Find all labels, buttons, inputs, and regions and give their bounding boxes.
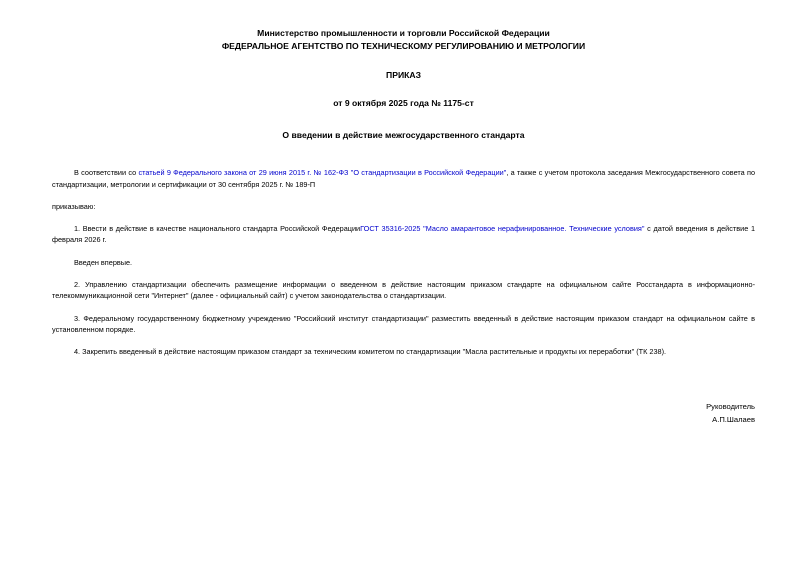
orders-word: приказываю: <box>52 201 96 211</box>
preamble-paragraph <box>52 167 755 190</box>
item-1-note: Введен впервые. <box>74 257 133 267</box>
item-2-paragraph: 2. Управлению стандартизации обеспечить размещение информации о введенном в действие настоящим приказом стандарте на официальном сайте Росстандарта в информационно-телекоммуникационной сети "Интернет" (далее - официальный сайт) с учетом законодательства о стандартизации. <box>52 280 755 301</box>
item-1-text-after: с датой введения в действие 1 февраля 2026 г. <box>52 224 755 245</box>
preamble-text-before: В соответствии со <box>74 168 139 178</box>
order-word: ПРИКАЗ <box>386 70 421 81</box>
agency-line: ФЕДЕРАЛЬНОЕ АГЕНТСТВО ПО ТЕХНИЧЕСКОМУ РЕГУЛИРОВАНИЮ И МЕТРОЛОГИИ <box>221 40 586 51</box>
ministry-line: Министерство промышленности и торговли Российской Федерации <box>257 28 550 38</box>
item-4-paragraph: 4. Закрепить введенный в действие настоящим приказом стандарт за техническим комитетом по стандартизации "Масла растительные и продукты их переработки" (ТК 238). <box>74 347 667 357</box>
signature-name: А.П.Шалаев <box>712 414 755 424</box>
signature-block <box>52 401 755 425</box>
item-3-paragraph: 3. Федеральному государственному бюджетному учреждению "Российский институт стандартизации" разместить введенный в действие настоящим приказом стандарт на официальном сайте в установленном порядке. <box>52 313 755 334</box>
document-body <box>52 167 755 357</box>
item-1-text-before: 1. Ввести в действие в качестве национального стандарта Российской Федерации <box>74 224 361 234</box>
order-title: О введении в действие межгосударственного стандарта <box>282 130 525 141</box>
order-date: от 9 октября 2025 года № 1175-ст <box>333 98 474 109</box>
federal-law-link[interactable]: статьей 9 Федерального закона от 29 июня 2015 г. № 162-ФЗ "О стандартизации в Российской Федерации" <box>138 168 507 178</box>
gost-standard-link[interactable]: ГОСТ 35316-2025 "Масло амарантовое нерафинированное. Технические условия" <box>360 224 645 234</box>
item-1-paragraph <box>52 223 755 246</box>
preamble-text-after: , а также с учетом протокола заседания Межгосударственного совета по стандартизации, метрологии и сертификации от 30 сентября 2025 г. № 189-П <box>52 168 756 189</box>
signature-role: Руководитель <box>706 402 755 412</box>
document-header <box>52 28 755 141</box>
